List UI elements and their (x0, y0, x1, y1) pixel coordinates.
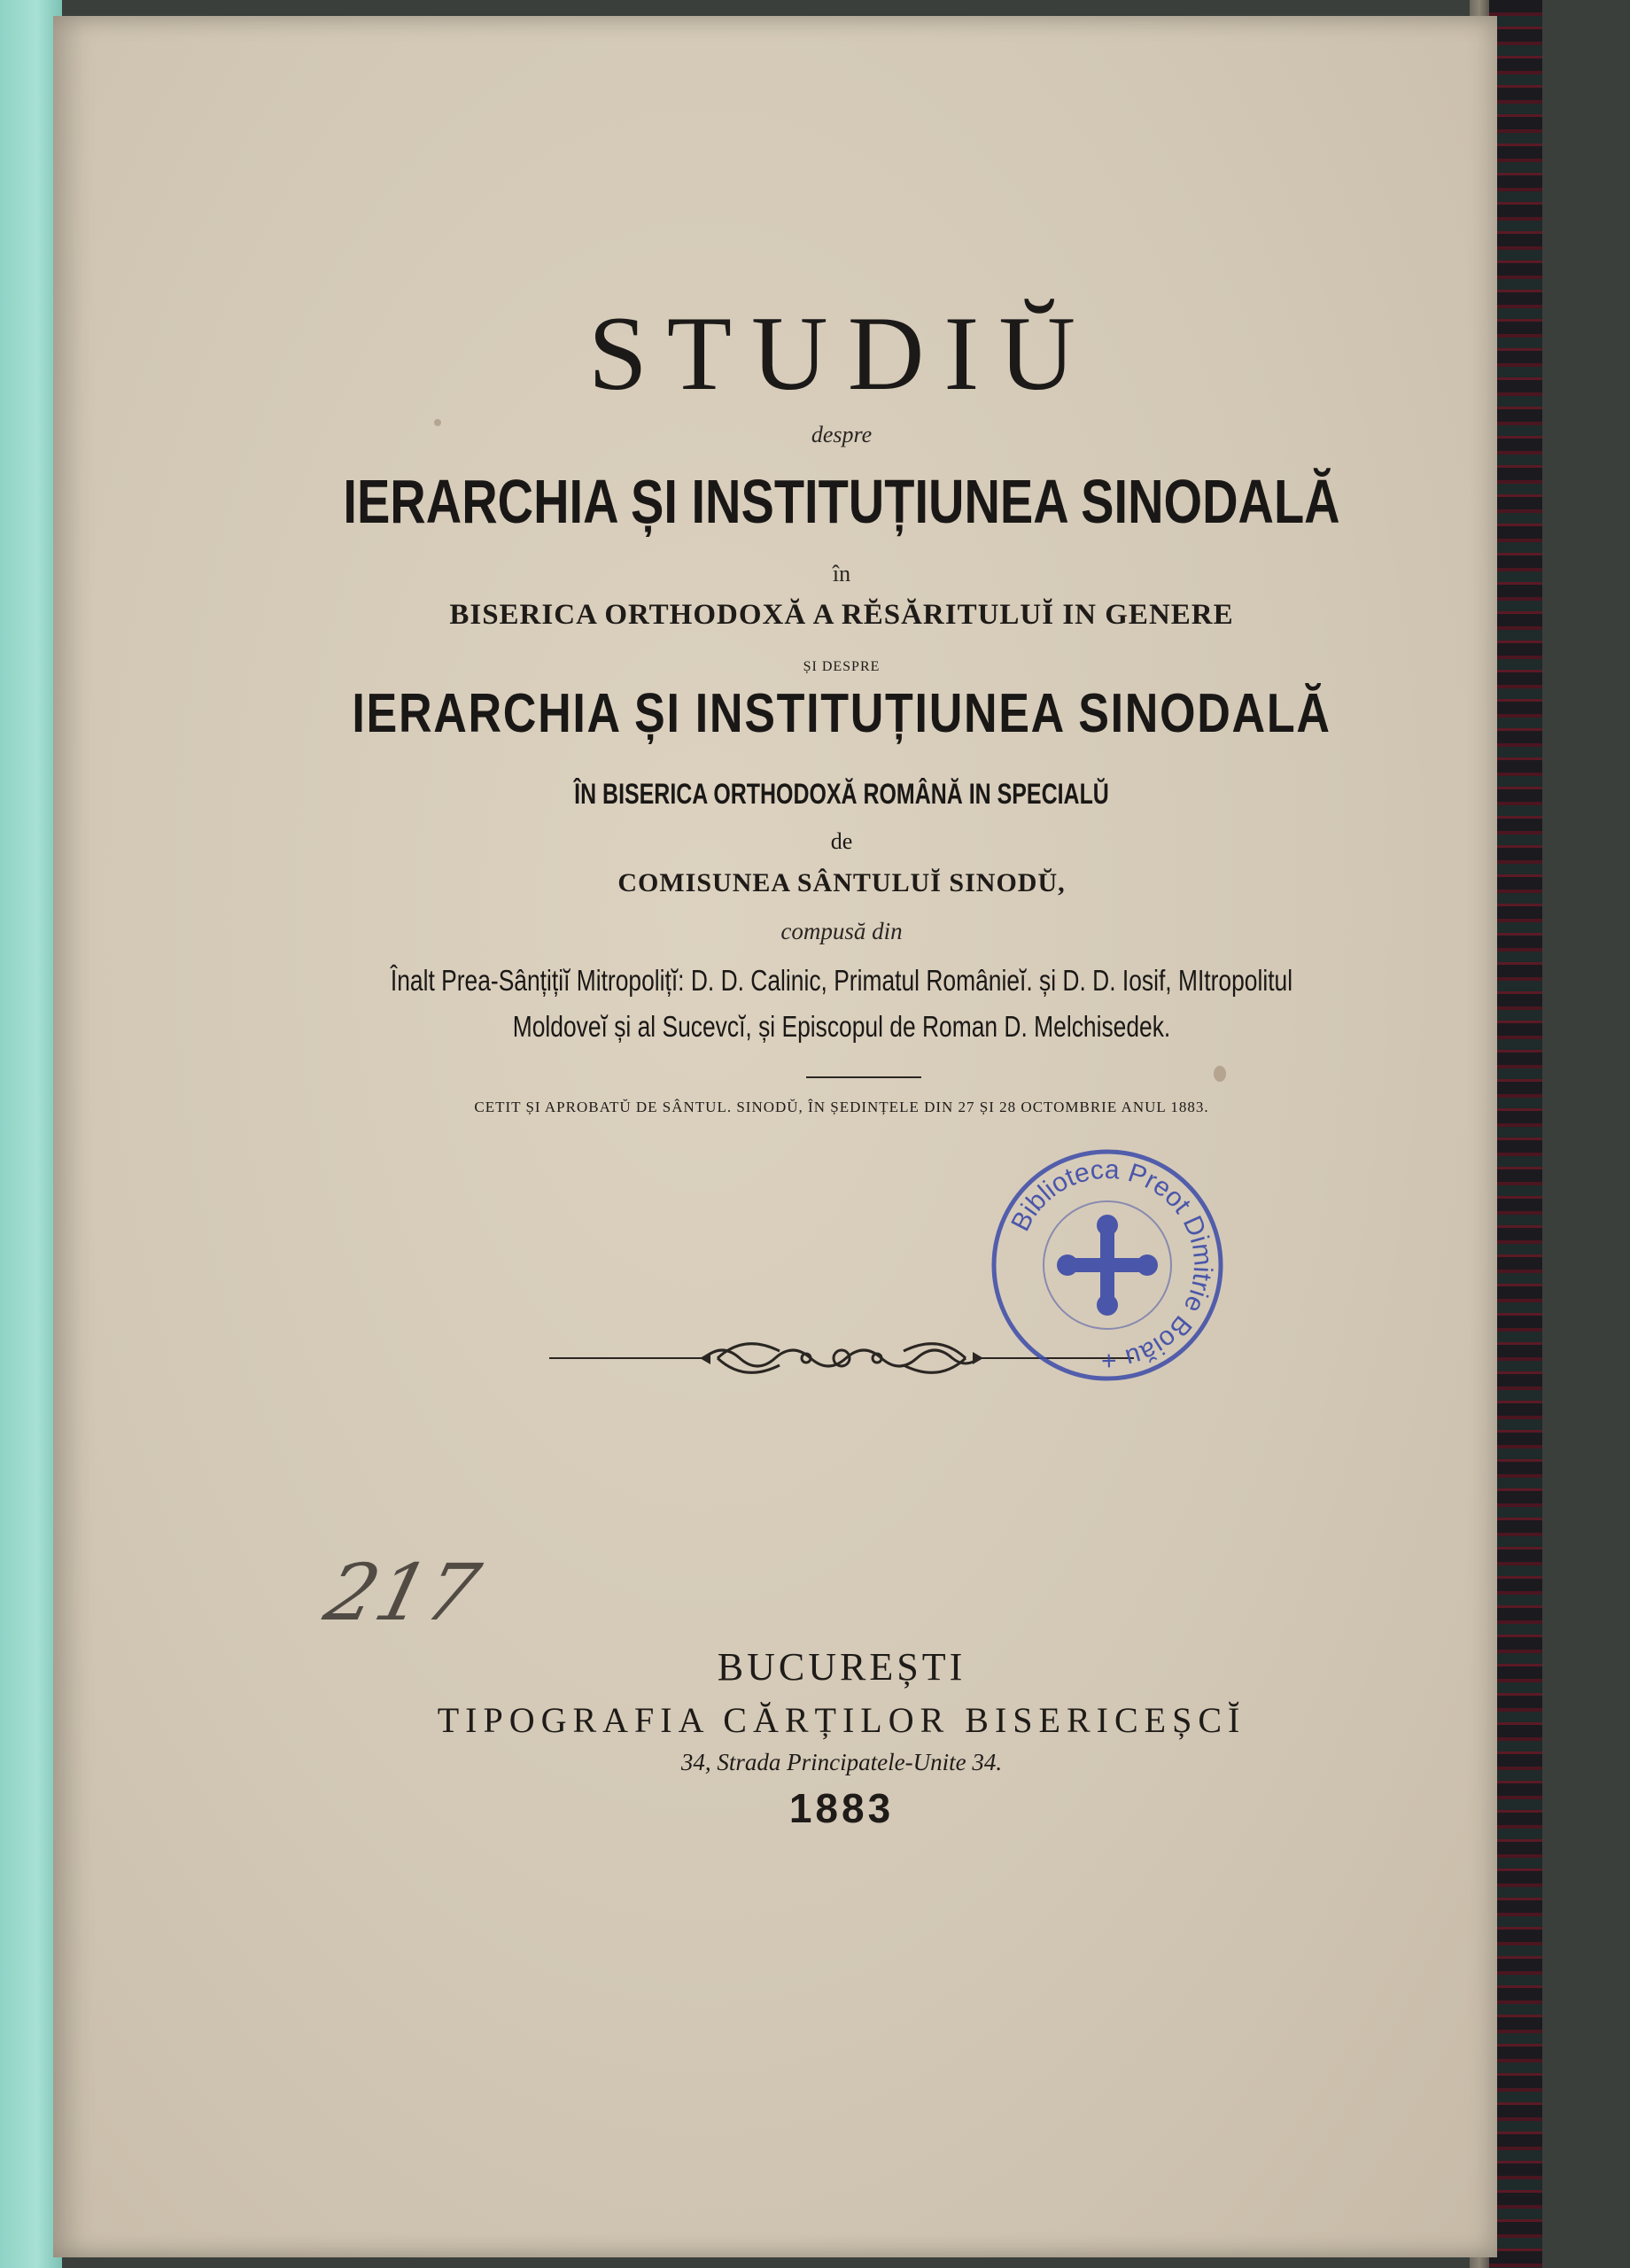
imprint-year: 1883 (788, 1785, 895, 1831)
connector-compusa: compusă din (780, 918, 903, 944)
subtitle-romanian-church: ÎN BISERICA ORTHODOXĂ ROMÂNĂ IN SPECIALŬ (574, 778, 1109, 810)
connector-si-despre: ȘI DESPRE (803, 659, 881, 674)
cross-icon (1057, 1215, 1158, 1316)
subtitle-eastern-church: BISERICA ORTHODOXĂ A RĔSĂRITULUĬ IN GENERE (449, 599, 1234, 631)
book-title: STUDIŬ (588, 294, 1095, 412)
paper-stain (1214, 1066, 1226, 1082)
approval-note: CETIT ȘI APROBATŬ DE SÂNTUL. SINODŬ, ÎN ȘEDINȚELE DIN 27 ȘI 28 OCTOMBRIE ANUL 1883. (474, 1099, 1209, 1115)
authors-line-1: Înalt Prea-Sânțițiĭ Mitropolițĭ: D. D. Calinic, Primatul Românieĭ. și D. D. Iosif, MItropolitul (390, 964, 1293, 997)
connector-de: de (830, 828, 853, 854)
handwritten-number (316, 1522, 496, 1655)
svg-text:217: 217 (316, 1548, 488, 1639)
imprint-address: 34, Strada Principatele-Unite 34. (680, 1749, 1003, 1775)
divider-rule (806, 1076, 921, 1078)
title-page (53, 16, 1497, 2257)
main-heading: IERARCHIA ȘI INSTITUȚIUNEA SINODALĂ (343, 467, 1340, 536)
imprint-city: BUCUREȘTI (717, 1645, 966, 1689)
connector-despre: despre (811, 422, 873, 447)
second-heading: IERARCHIA ȘI INSTITUȚIUNEA SINODALĂ (352, 683, 1331, 744)
stamp-text: Biblioteca Preot Dimitrie Boiău + (1005, 1154, 1218, 1376)
library-stamp (983, 1141, 1231, 1389)
connector-in: în (832, 561, 851, 586)
commission-line: COMISUNEA SÂNTULUĬ SINODŬ, (617, 868, 1066, 897)
authors-line-2: Moldoveĭ și al Sucevcĭ, și Episcopul de Roman D. Melchisedek. (512, 1010, 1171, 1043)
imprint-printer: TIPOGRAFIA CĂRȚILOR BISERICEȘCĬ (437, 1700, 1246, 1740)
